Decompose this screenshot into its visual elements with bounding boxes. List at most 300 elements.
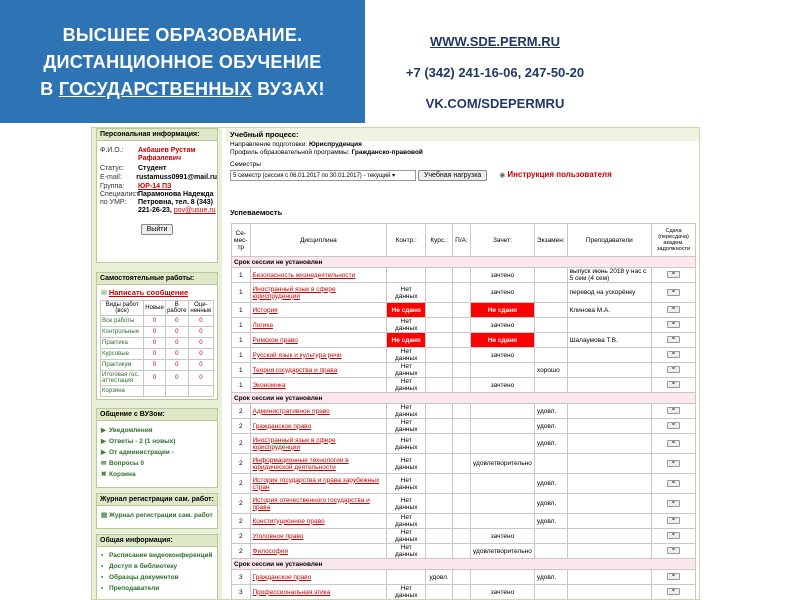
semester-cell: 3 — [232, 585, 251, 600]
pa-cell — [453, 268, 471, 283]
control-cell: Нет данных — [387, 348, 426, 363]
col-course: Курс.: — [426, 224, 453, 257]
control-cell: Нет данных — [387, 419, 426, 434]
credit-cell — [470, 514, 534, 529]
contact-info — [390, 34, 600, 127]
work-type-link[interactable]: Практика — [101, 338, 144, 349]
control-cell: Нет данных — [387, 529, 426, 544]
discipline-link[interactable]: Иностранный язык в сфере юриспруденции — [250, 434, 387, 454]
grade-row — [232, 363, 696, 378]
retake-cell — [652, 474, 696, 494]
exam-cell: удовл. — [534, 514, 567, 529]
vuz-contact-title: Общение с ВУЗом: — [97, 409, 217, 421]
trash-link[interactable] — [97, 469, 217, 480]
credit-cell: зачтено — [470, 378, 534, 393]
teachers-cell: выпуск июнь 2018 у нас с 5 сем (4 сем) — [567, 268, 651, 283]
retake-cell — [652, 333, 696, 348]
menu-item-label: Корзина — [109, 471, 136, 478]
credit-cell: зачтено — [470, 585, 534, 600]
fio-label: Ф.И.О.: — [100, 147, 124, 154]
works-row — [101, 327, 214, 338]
works-row — [101, 316, 214, 327]
instruction-link[interactable]: Инструкция пользователя — [507, 170, 612, 179]
discipline-link[interactable]: Теория государства и права — [250, 363, 387, 378]
specialist-value: Парамонова Надежда Петровна, тел. 8 (343) 221-26-23, — [138, 191, 214, 214]
menu-bullet-icon: ▪ — [101, 563, 104, 570]
exam-cell: хорошо — [534, 363, 567, 378]
teachers-cell — [567, 474, 651, 494]
journal-link[interactable]: ▤ Журнал регистрации сам. работ — [101, 512, 213, 519]
retake-button[interactable]: = — [667, 381, 680, 388]
credit-cell: зачтено — [470, 268, 534, 283]
banner-line-2: ДИСТАНЦИОННОЕ ОБУЧЕНИЕ — [43, 52, 322, 72]
col-retake: Сдача (пересдача) академ. задолжности — [652, 224, 696, 257]
journal-box — [96, 493, 218, 529]
grade-row — [232, 434, 696, 454]
work-evaluated-count — [188, 386, 213, 397]
retake-button[interactable]: = — [667, 573, 680, 580]
retake-cell — [652, 303, 696, 318]
status-label: Статус: — [100, 165, 125, 172]
journal-title: Журнал регистрации сам. работ: — [97, 494, 217, 506]
pa-cell — [453, 333, 471, 348]
work-inwork-count: 0 — [165, 338, 188, 349]
control-cell: Нет данных — [387, 434, 426, 454]
col-control: Контр.: — [387, 224, 426, 257]
portal-screenshot — [91, 127, 700, 600]
course-cell — [426, 318, 453, 333]
credit-cell — [470, 419, 534, 434]
semester-cell: 1 — [232, 283, 251, 303]
semester-cell: 1 — [232, 318, 251, 333]
course-cell — [426, 419, 453, 434]
menu-bullet-icon: ▪ — [101, 574, 104, 581]
credit-cell: удовлетворительно — [470, 454, 534, 474]
control-cell: Нет данных — [387, 454, 426, 474]
pa-cell — [453, 363, 471, 378]
teachers-cell: Клинова М.А. — [567, 303, 651, 318]
discipline-link[interactable]: Гражданское право — [250, 419, 387, 434]
pa-cell — [453, 514, 471, 529]
email-value: rustamuss0991@mail.ru — [136, 174, 217, 181]
grade-row — [232, 348, 696, 363]
pa-cell — [453, 454, 471, 474]
grade-row — [232, 570, 696, 585]
menu-item-label: Расписание видеоконференций — [109, 552, 213, 559]
pa-cell — [453, 434, 471, 454]
retake-button[interactable]: = — [667, 289, 680, 296]
exam-cell — [534, 348, 567, 363]
email-label: E-mail: — [100, 174, 122, 181]
col-pa: П/А: — [453, 224, 471, 257]
retake-cell — [652, 419, 696, 434]
session-section-row — [232, 393, 696, 404]
retake-cell — [652, 404, 696, 419]
teachers-cell — [567, 348, 651, 363]
work-new-count: 0 — [144, 349, 166, 360]
study-load-button[interactable]: Учебная нагрузка — [418, 170, 487, 181]
grade-row — [232, 333, 696, 348]
administration-link[interactable] — [97, 447, 217, 458]
semester-cell: 1 — [232, 348, 251, 363]
session-section-label: Срок сессии не установлен — [232, 559, 696, 570]
pa-cell — [453, 474, 471, 494]
teachers-cell: перевод на ускорёнку — [567, 283, 651, 303]
semester-cell: 2 — [232, 544, 251, 559]
discipline-link[interactable]: История государства и права зарубежных стран — [250, 474, 387, 494]
control-cell — [387, 570, 426, 585]
retake-button[interactable]: = — [667, 306, 680, 313]
document-samples-link[interactable] — [97, 572, 217, 583]
control-cell: Нет данных — [387, 378, 426, 393]
teachers-cell — [567, 419, 651, 434]
teachers-cell — [567, 318, 651, 333]
course-cell — [426, 514, 453, 529]
discipline-link[interactable]: История отечественного государства и права — [250, 494, 387, 514]
control-cell: Не сдано — [387, 333, 426, 348]
grade-row — [232, 494, 696, 514]
course-cell — [426, 529, 453, 544]
session-section-row — [232, 559, 696, 570]
specialist-label: Специалист по УМР: — [100, 191, 140, 206]
specialist-email[interactable]: pov@usue.ru — [173, 207, 216, 214]
progress-title: Успеваемость — [230, 208, 283, 217]
retake-cell — [652, 454, 696, 474]
journal-icon: ▤ — [101, 512, 108, 519]
vuz-contact-box — [96, 408, 218, 488]
discipline-link[interactable]: Экономика — [250, 378, 387, 393]
work-type-link[interactable]: Корзина — [101, 386, 144, 397]
menu-bullet-icon: ▶ — [101, 449, 106, 456]
group-label: Группа: — [100, 183, 125, 190]
exam-cell: удовл. — [534, 570, 567, 585]
teachers-cell — [567, 363, 651, 378]
retake-button[interactable]: = — [667, 351, 680, 358]
banner-line-3: В ГОСУДАРСТВЕННЫХ ВУЗАХ! — [40, 79, 325, 99]
exam-cell: удовл. — [534, 474, 567, 494]
semester-cell: 1 — [232, 378, 251, 393]
retake-button[interactable]: = — [667, 480, 680, 487]
retake-button[interactable]: = — [667, 460, 680, 467]
course-cell — [426, 585, 453, 600]
work-evaluated-count: 0 — [188, 360, 213, 371]
retake-button[interactable]: = — [667, 422, 680, 429]
group-link[interactable]: ЮР-14 ПЗ — [138, 183, 172, 190]
retake-cell — [652, 283, 696, 303]
exam-cell — [534, 318, 567, 333]
site-link[interactable]: WWW.SDE.PERM.RU — [430, 34, 560, 49]
work-inwork-count: 0 — [165, 371, 188, 386]
retake-button[interactable]: = — [667, 517, 680, 524]
teachers-cell: Шалаумова Т.В. — [567, 333, 651, 348]
retake-button[interactable]: = — [667, 440, 680, 447]
work-type-link[interactable]: Контрольные — [101, 327, 144, 338]
retake-button[interactable]: = — [667, 500, 680, 507]
pa-cell — [453, 303, 471, 318]
col-type: Виды работ (все) — [101, 301, 144, 316]
library-access-link[interactable] — [97, 561, 217, 572]
pa-cell — [453, 544, 471, 559]
grade-row — [232, 514, 696, 529]
course-cell — [426, 434, 453, 454]
menu-bullet-icon: ▪ — [101, 585, 104, 592]
discipline-link[interactable]: История — [250, 303, 387, 318]
work-type-link[interactable]: Все работы — [101, 316, 144, 327]
menu-item-label: Доступ в библиотеку — [109, 563, 178, 570]
grade-row — [232, 585, 696, 600]
work-type-link[interactable]: Курсовые — [101, 349, 144, 360]
retake-cell — [652, 570, 696, 585]
semester-cell: 1 — [232, 268, 251, 283]
retake-cell — [652, 494, 696, 514]
questions-link[interactable] — [97, 458, 217, 469]
retake-cell — [652, 544, 696, 559]
discipline-link[interactable]: Уголовное право — [250, 529, 387, 544]
grade-row — [232, 268, 696, 283]
menu-bullet-icon: ▶ — [101, 438, 106, 445]
course-cell — [426, 303, 453, 318]
credit-cell: удовлетворительно — [470, 544, 534, 559]
work-evaluated-count: 0 — [188, 338, 213, 349]
retake-button[interactable]: = — [667, 336, 680, 343]
session-section-row — [232, 257, 696, 268]
discipline-link[interactable]: Информационные технологии в юридической деятельности — [250, 454, 387, 474]
credit-cell: Не сдано — [470, 333, 534, 348]
semester-cell: 3 — [232, 570, 251, 585]
grade-row — [232, 378, 696, 393]
works-row — [101, 386, 214, 397]
retake-cell — [652, 585, 696, 600]
control-cell: Нет данных — [387, 283, 426, 303]
teachers-cell — [567, 529, 651, 544]
semester-select[interactable]: 5 семестр (сессия с 06.01.2017 по 30.01.2017) - текущий ▾ — [230, 170, 416, 181]
course-cell — [426, 474, 453, 494]
retake-button[interactable]: = — [667, 366, 680, 373]
semester-cell: 2 — [232, 514, 251, 529]
pa-cell — [453, 570, 471, 585]
banner-line-1: ВЫСШЕЕ ОБРАЗОВАНИЕ. — [62, 25, 303, 45]
semester-cell: 2 — [232, 419, 251, 434]
direction-line: Направление подготовки: Юриспруденция — [230, 141, 362, 148]
menu-item-label: Вопросы 0 — [109, 460, 145, 467]
menu-bullet-icon: ▪ — [101, 552, 104, 559]
semester-cell: 1 — [232, 303, 251, 318]
discipline-link[interactable]: Административное право — [250, 404, 387, 419]
grade-row — [232, 318, 696, 333]
control-cell: Нет данных — [387, 494, 426, 514]
pa-cell — [453, 378, 471, 393]
course-cell — [426, 333, 453, 348]
discipline-link[interactable]: Философия — [250, 544, 387, 559]
retake-cell — [652, 318, 696, 333]
course-cell — [426, 544, 453, 559]
work-new-count — [144, 386, 166, 397]
works-row — [101, 338, 214, 349]
work-type-link[interactable]: Практикум — [101, 360, 144, 371]
col-discipline: Дисциплина — [250, 224, 387, 257]
work-inwork-count: 0 — [165, 327, 188, 338]
menu-item-label: Уведомления — [109, 427, 153, 434]
discipline-link[interactable]: Безопасность жизнедеятельности — [250, 268, 387, 283]
credit-cell: зачтено — [470, 318, 534, 333]
message-icon: ✉ — [101, 290, 107, 297]
control-cell: Нет данных — [387, 585, 426, 600]
discipline-link[interactable]: Профессиональная этика — [250, 585, 387, 600]
semester-cell: 2 — [232, 494, 251, 514]
teachers-cell — [567, 454, 651, 474]
menu-item-label: Ответы - 2 (1 новых) — [109, 438, 176, 445]
col-exam: Экзамен: — [534, 224, 567, 257]
work-evaluated-count: 0 — [188, 316, 213, 327]
teachers-link[interactable] — [97, 583, 217, 594]
menu-item-label: Образцы документов — [109, 574, 179, 581]
credit-cell — [470, 474, 534, 494]
grade-row — [232, 474, 696, 494]
credit-cell — [470, 404, 534, 419]
pa-cell — [453, 318, 471, 333]
logout-button[interactable]: Выйти — [141, 224, 174, 235]
teachers-cell — [567, 514, 651, 529]
course-cell — [426, 454, 453, 474]
conference-schedule-link[interactable] — [97, 550, 217, 561]
semester-cell: 2 — [232, 454, 251, 474]
menu-item-label: От администрации - — [109, 449, 174, 456]
status-value: Студент — [138, 165, 167, 172]
work-inwork-count — [165, 386, 188, 397]
teachers-cell — [567, 378, 651, 393]
retake-button[interactable]: = — [667, 588, 680, 595]
retake-cell — [652, 434, 696, 454]
exam-cell — [534, 454, 567, 474]
discipline-link[interactable]: Логика — [250, 318, 387, 333]
notifications-link[interactable] — [97, 425, 217, 436]
general-info-box — [96, 534, 218, 600]
pa-cell — [453, 404, 471, 419]
session-section-label: Срок сессии не установлен — [232, 393, 696, 404]
retake-cell — [652, 514, 696, 529]
works-row — [101, 349, 214, 360]
exam-cell — [534, 378, 567, 393]
exam-cell: удовл. — [534, 494, 567, 514]
semester-cell: 1 — [232, 363, 251, 378]
work-new-count: 0 — [144, 360, 166, 371]
exam-cell: удовл. — [534, 434, 567, 454]
pa-cell — [453, 529, 471, 544]
work-type-link[interactable]: Итоговая гос. аттестация — [101, 371, 144, 386]
credit-cell — [470, 434, 534, 454]
promo-banner — [0, 0, 365, 123]
semester-cell: 2 — [232, 474, 251, 494]
control-cell: Нет данных — [387, 514, 426, 529]
credit-cell — [470, 494, 534, 514]
teachers-cell — [567, 404, 651, 419]
pa-cell — [453, 283, 471, 303]
retake-button[interactable]: = — [667, 271, 680, 278]
credit-cell: зачтено — [470, 283, 534, 303]
personal-info-title: Персональная информация: — [97, 129, 217, 141]
control-cell: Не сдано — [387, 303, 426, 318]
pa-cell — [453, 348, 471, 363]
control-cell: Нет данных — [387, 544, 426, 559]
retake-cell — [652, 348, 696, 363]
retake-button[interactable]: = — [667, 532, 680, 539]
control-cell: Нет данных — [387, 474, 426, 494]
grade-row — [232, 303, 696, 318]
grade-row — [232, 283, 696, 303]
grade-row — [232, 419, 696, 434]
works-table — [100, 300, 214, 397]
work-new-count: 0 — [144, 371, 166, 386]
works-row — [101, 360, 214, 371]
vk-link[interactable]: VK.COM/SDEPERMRU — [425, 96, 565, 111]
grade-row — [232, 529, 696, 544]
discipline-link[interactable]: Русский язык и культура речи — [250, 348, 387, 363]
course-cell — [426, 268, 453, 283]
work-evaluated-count: 0 — [188, 349, 213, 360]
course-cell: удовл. — [426, 570, 453, 585]
answers-link[interactable] — [97, 436, 217, 447]
discipline-link[interactable]: Римское право — [250, 333, 387, 348]
retake-button[interactable]: = — [667, 547, 680, 554]
write-message-link[interactable]: Написать сообщение — [108, 288, 189, 297]
control-cell — [387, 268, 426, 283]
main-content — [226, 128, 700, 600]
retake-cell — [652, 529, 696, 544]
personal-info-box — [96, 128, 218, 263]
profile-line: Профиль образовательной программы: Гражданско-правовой — [230, 149, 423, 156]
work-inwork-count: 0 — [165, 360, 188, 371]
semester-cell: 1 — [232, 333, 251, 348]
work-new-count: 0 — [144, 327, 166, 338]
credit-cell: зачтено — [470, 348, 534, 363]
sidebar — [92, 128, 222, 600]
course-cell — [426, 404, 453, 419]
col-evaluated: Оце-ненные — [188, 301, 213, 316]
session-section-label: Срок сессии не установлен — [232, 257, 696, 268]
work-inwork-count: 0 — [165, 349, 188, 360]
fio-value: Акбашев Рустам Рафаэлевич — [138, 147, 196, 162]
exam-cell: удовл. — [534, 404, 567, 419]
col-credit: Зачет: — [470, 224, 534, 257]
exam-cell — [534, 529, 567, 544]
work-evaluated-count: 0 — [188, 327, 213, 338]
works-row — [101, 371, 214, 386]
course-cell — [426, 348, 453, 363]
teachers-cell — [567, 494, 651, 514]
self-works-title: Самостоятельные работы: — [97, 273, 217, 285]
grade-row — [232, 544, 696, 559]
discipline-link[interactable]: Гражданское право — [250, 570, 387, 585]
teachers-cell — [567, 434, 651, 454]
discipline-link[interactable]: Конституционное право — [250, 514, 387, 529]
work-evaluated-count: 0 — [188, 371, 213, 386]
retake-button[interactable]: = — [667, 407, 680, 414]
credit-cell: Не сдано — [470, 303, 534, 318]
work-new-count: 0 — [144, 316, 166, 327]
menu-bullet-icon: ✖ — [101, 471, 107, 478]
grades-table — [231, 223, 696, 600]
menu-bullet-icon: ▶ — [101, 427, 106, 434]
general-info-title: Общая информация: — [97, 535, 217, 547]
discipline-link[interactable]: Иностранный язык в сфере юриспруденции — [250, 283, 387, 303]
exam-cell — [534, 283, 567, 303]
course-cell — [426, 494, 453, 514]
retake-button[interactable]: = — [667, 321, 680, 328]
grade-row — [232, 404, 696, 419]
semesters-label: Семестры — [230, 161, 261, 168]
control-cell: Нет данных — [387, 404, 426, 419]
credit-cell — [470, 570, 534, 585]
